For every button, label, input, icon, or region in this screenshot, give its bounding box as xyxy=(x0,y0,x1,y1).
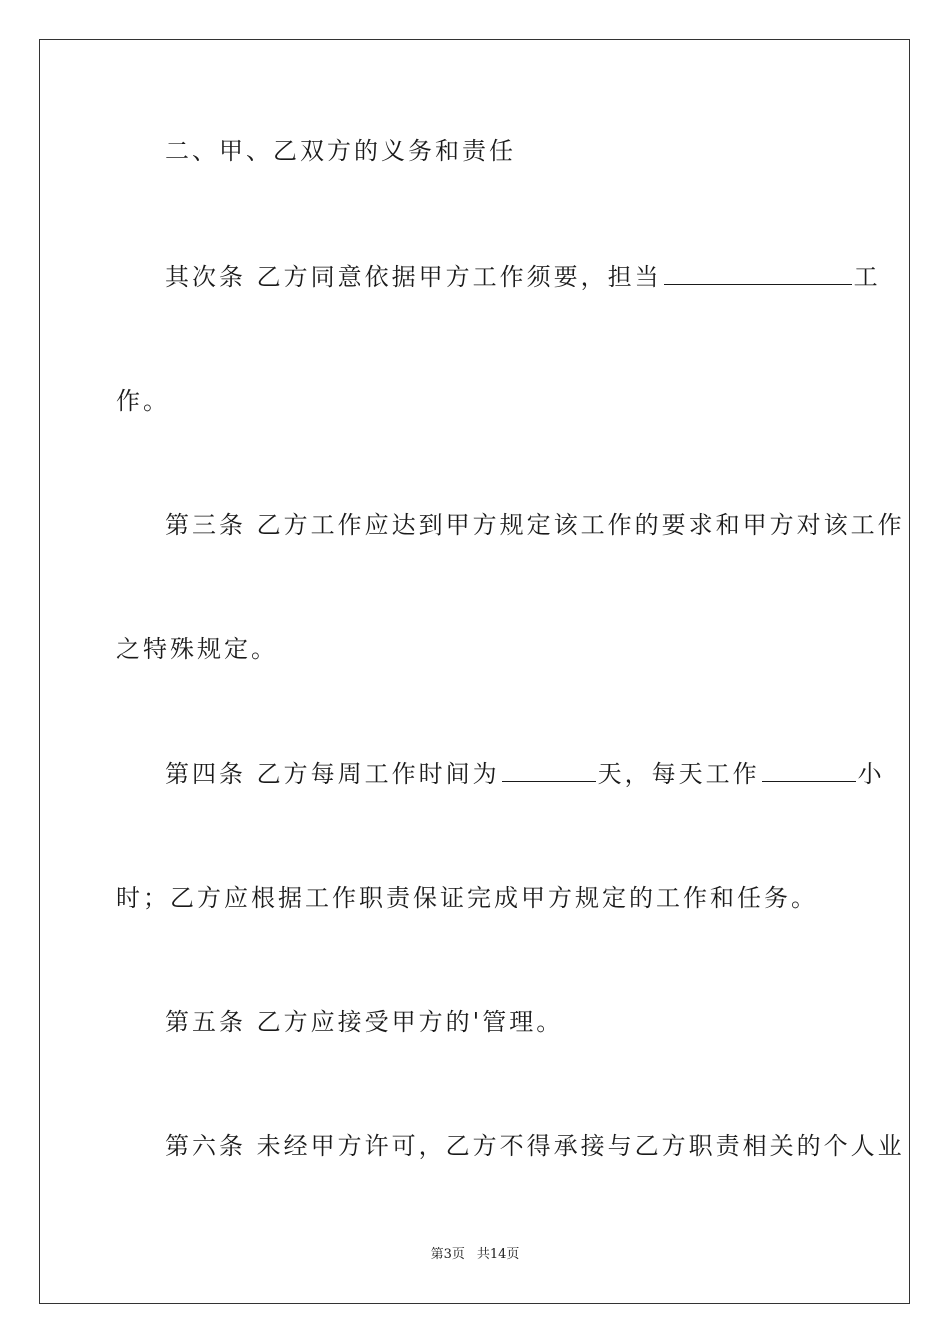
clause-3-line-2: 之特殊规定。 xyxy=(116,635,278,663)
page-border xyxy=(39,39,910,1304)
clause-2-line-1 xyxy=(165,262,881,292)
page-total: 共14页 xyxy=(476,1247,520,1262)
clause-6-line-1: 第六条 未经甲方许可，乙方不得承接与乙方职责相关的个人业 xyxy=(165,1132,905,1160)
clause-4-line-2: 时；乙方应根据工作职责保证完成甲方规定的工作和任务。 xyxy=(116,884,818,912)
clause-4-text-c: 小 xyxy=(857,760,885,788)
section-heading: 二、甲、乙双方的义务和责任 xyxy=(165,137,516,165)
days-per-week-blank xyxy=(502,759,596,782)
clause-4-text-b: 天，每天工作 xyxy=(597,760,760,788)
clause-5-line-1: 第五条 乙方应接受甲方的'管理。 xyxy=(165,1008,564,1036)
clause-3-line-1: 第三条 乙方工作应达到甲方规定该工作的要求和甲方对该工作 xyxy=(165,511,905,539)
page-footer xyxy=(0,1246,950,1264)
clause-2-text: 其次条 乙方同意依据甲方工作须要，担当 xyxy=(165,263,662,291)
job-title-blank xyxy=(664,262,852,285)
clause-2-line-2: 作。 xyxy=(116,387,170,415)
clause-4-text-a: 第四条 乙方每周工作时间为 xyxy=(165,760,500,788)
clause-4-line-1 xyxy=(165,759,885,789)
hours-per-day-blank xyxy=(762,759,856,782)
page-number: 第3页 xyxy=(430,1247,465,1262)
clause-2-suffix: 工 xyxy=(853,263,881,291)
